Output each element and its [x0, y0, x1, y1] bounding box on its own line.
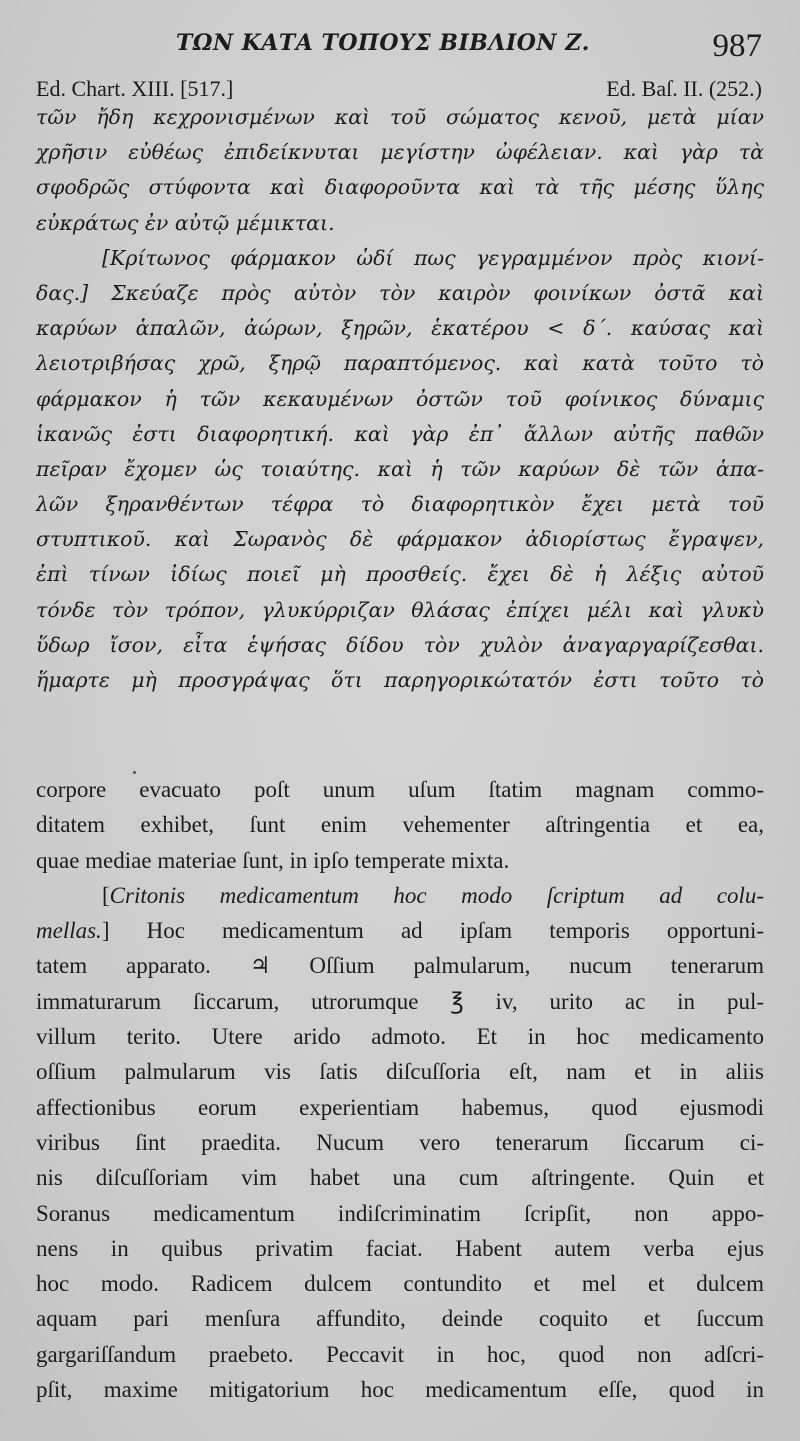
greek-line: [Κρίτωνος φάρμακον ὡδί πως γεγραμμένον πρὸς κιονί-	[102, 245, 764, 270]
greek-line: ὕδωρ ἴσον, εἶτα ἑψήσας δίδου τὸν χυλὸν ἀναγαργαρίζεσθαι.	[36, 632, 764, 657]
latin-line: nens in quibus privatim faciat. Habent autem verba ejus	[36, 1235, 764, 1261]
greek-line: πεῖραν ἔχομεν ὡς τοιαύτης. καὶ ἡ τῶν καρύων δὲ τῶν ἁπα-	[36, 456, 764, 481]
greek-line: λῶν ξηρανθέντων τέφρα τὸ διαφορητικὸν ἔχει μετὰ τοῦ	[36, 492, 764, 517]
latin-line: viribus ſint praedita. Nucum vero tenerarum ſiccarum ci-	[36, 1129, 764, 1155]
latin-line: immaturarum ſiccarum, utrorumque ℥ iv, urito ac in pul-	[36, 988, 764, 1014]
latin-line: affectionibus eorum experientiam habemus, quod ejusmodi	[36, 1094, 764, 1120]
latin-text-block	[36, 772, 764, 1407]
latin-line: corpore evacuato poſt unum uſum ſtatim magnam commo-	[36, 777, 764, 802]
greek-line: καρύων ἁπαλῶν, ἀώρων, ξηρῶν, ἑκατέρου < δ΄. καύσας καὶ	[36, 316, 764, 341]
latin-line	[36, 913, 764, 948]
greek-line: τῶν ἤδη κεχρονισμένων καὶ τοῦ σώματος κενοῦ, μετὰ μίαν	[36, 105, 764, 129]
greek-line: λειοτριβήσας χρῶ, ξηρῷ παραπτόμενος. καὶ κατὰ τοῦτο τὸ	[36, 351, 764, 376]
latin-line: ditatem exhibet, ſunt enim vehementer aſtringentia et ea,	[36, 812, 764, 838]
greek-line: φάρμακον ἡ τῶν κεκαυμένων ὀστῶν τοῦ φοίνικος δύναμις	[36, 386, 764, 411]
greek-line: σφοδρῶς στύφοντα καὶ διαφοροῦντα καὶ τὰ τῆς μέσης ὕλης	[36, 175, 764, 200]
latin-line: Soranus medicamentum indiſcriminatim ſcripſit, non appo-	[36, 1200, 764, 1226]
title-italic-part: mellas.	[36, 918, 102, 944]
latin-line: quae mediae materiae ſunt, in ipſo temperate mixta.	[36, 847, 510, 873]
greek-line: χρῆσιν εὐθέως ἐπιδείκνυται μεγίστην ὠφέλειαν. καὶ γὰρ τὰ	[36, 140, 764, 165]
running-head: ΤΩΝ ΚΑΤΑ ΤΟΠΟΥΣ ΒΙΒΛΙΟΝ Ζ.	[176, 30, 590, 56]
latin-line: hoc modo. Radicem dulcem contundito et mel et dulcem	[36, 1271, 764, 1297]
latin-line: pſit, maxime mitigatorium hoc medicamentum eſſe, quod in	[36, 1377, 764, 1403]
greek-line: ἥμαρτε μὴ προσγράψας ὅτι παρηγορικώτατόν ἐστι τοῦτο τὸ	[36, 668, 764, 692]
edition-reference-chartier: Ed. Chart. XIII. [517.]	[36, 76, 234, 101]
latin-line: oſſium palmularum vis ſatis diſcuſſoria eſt, nam et in aliis	[36, 1059, 764, 1085]
greek-line: δας.] Σκεύαζε πρὸς αὐτὸν τὸν καιρὸν φοινίκων ὀστᾶ καὶ	[36, 280, 764, 305]
greek-text-block	[36, 100, 764, 698]
latin-line-rest: ] Hoc medicamentum ad ipſam temporis opportuni-	[101, 918, 764, 944]
greek-line: ἐπὶ τίνων ἰδίως ποιεῖ μὴ προσθείς. ἔχει δὲ ἡ λέξις αὐτοῦ	[36, 562, 764, 587]
latin-line: villum terito. Utere arido admoto. Et in hoc medicamento	[36, 1024, 764, 1050]
greek-line: στυπτικοῦ. καὶ Σωρανὸς δὲ φάρμακον ἀδιορίστως ἔγραψεν,	[36, 527, 764, 552]
latin-line-title-start: [Critonis medicamentum hoc modo ſcriptum ad colu-	[102, 882, 764, 908]
page-number: 987	[712, 28, 762, 64]
edition-reference-basel: Ed. Baſ. II. (252.)	[606, 76, 762, 101]
latin-line: nis diſcuſſoriam vim habet una cum aſtringente. Quin et	[36, 1165, 764, 1191]
title-italic-part: Critonis medicamentum hoc modo ſcriptum ad colu-	[109, 882, 764, 908]
latin-line: tatem apparato. ♃ Oſſium palmularum, nucum tenerarum	[36, 953, 764, 979]
greek-line: τόνδε τὸν τρόπον, γλυκύρριζαν θλάσας ἐπίχει μέλι καὶ γλυκὺ	[36, 597, 764, 622]
latin-line: gargariſſandum praebeto. Peccavit in hoc, quod non adſcri-	[36, 1341, 764, 1367]
latin-line: aquam pari menſura affundito, deinde coquito et ſuccum	[36, 1306, 764, 1332]
greek-line: εὐκράτως ἐν αὐτῷ μέμικται.	[36, 210, 335, 235]
greek-line: ἱκανῶς ἐστι διαφορητική. καὶ γὰρ ἐπ᾽ ἄλλων αὐτῆς παθῶν	[36, 421, 764, 446]
